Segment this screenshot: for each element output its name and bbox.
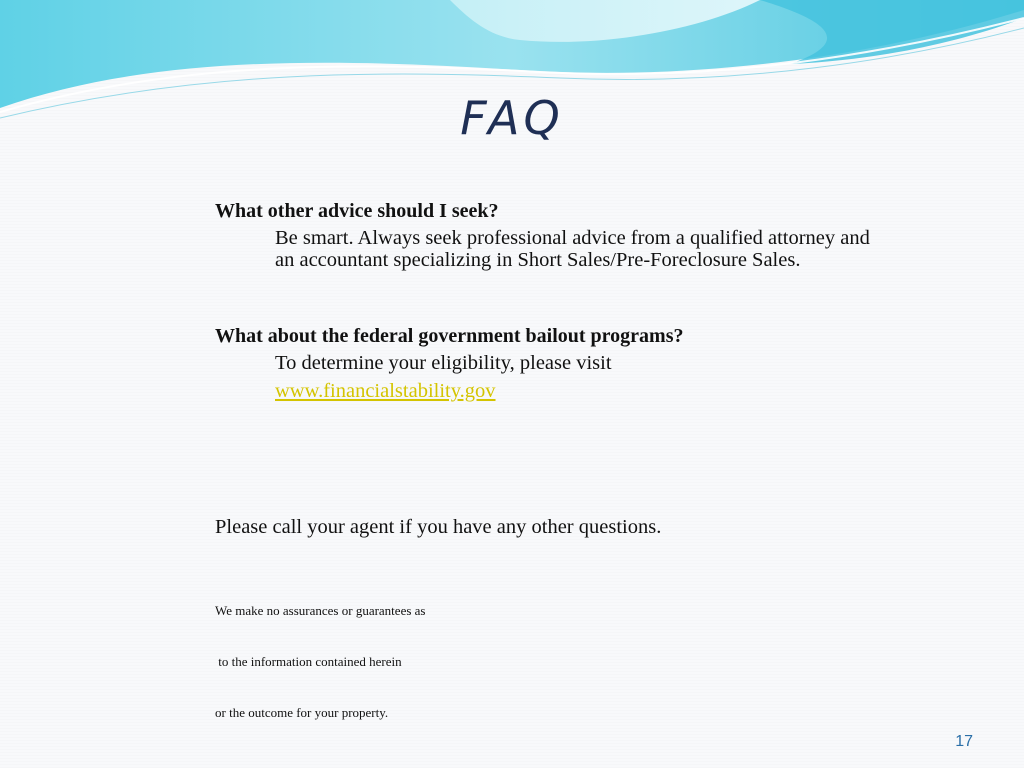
disclaimer — [215, 568, 425, 755]
closing-statement: Please call your agent if you have any other questions. — [215, 516, 662, 538]
financialstability-link[interactable]: www.financialstability.gov — [275, 380, 496, 402]
disclaimer-line: We make no assurances or guarantees as — [215, 603, 426, 618]
disclaimer-line: or the outcome for your property. — [215, 705, 389, 720]
disclaimer-line: to the information contained herein — [215, 654, 402, 669]
faq-question-bailout: What about the federal government bailout programs? — [215, 325, 684, 347]
faq-answer-advice: Be smart. Always seek professional advice from a qualified attorney and an accountant specializing in Short Sales/Pre-Foreclosure Sales. — [275, 227, 870, 271]
slide-title: FAQ — [460, 91, 564, 145]
faq-question-advice: What other advice should I seek? — [215, 200, 499, 222]
faq-answer-bailout: To determine your eligibility, please visit — [275, 352, 612, 374]
page-number: 17 — [955, 733, 973, 750]
